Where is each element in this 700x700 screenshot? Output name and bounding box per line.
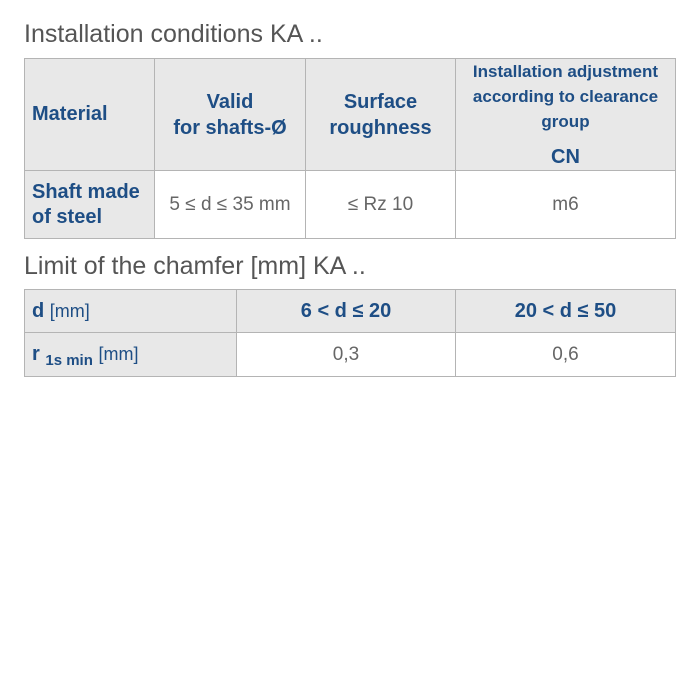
row-material (25, 171, 155, 239)
chamfer-header-row (25, 290, 676, 333)
header-valid-line1: Valid (206, 90, 254, 113)
header-d-label: d (32, 299, 45, 322)
installation-conditions-table (24, 58, 676, 239)
header-installation-adjustment (456, 59, 676, 171)
cell-chamfer-value-1: 0,3 (237, 333, 456, 377)
header-install-line1: Installation adjustment (472, 62, 659, 81)
cell-valid-range: 5 ≤ d ≤ 35 mm (155, 171, 306, 239)
header-surface-line1: Surface (343, 90, 418, 113)
cell-surface-roughness: ≤ Rz 10 (306, 171, 456, 239)
header-range-2: 20 < d ≤ 50 (456, 290, 676, 333)
header-material-label: Material (32, 103, 108, 125)
header-d (25, 290, 237, 333)
row-material-line2: of steel (32, 205, 103, 228)
header-install-group: CN (551, 146, 580, 168)
header-valid-line2: for shafts-Ø (173, 116, 287, 139)
chamfer-limit-table (24, 289, 676, 377)
installation-conditions-heading: Installation conditions KA .. (24, 20, 323, 48)
installation-header-row (25, 59, 676, 171)
header-valid-shafts (155, 59, 306, 171)
header-surface-line2: roughness (329, 116, 432, 139)
row-r-unit: [mm] (98, 344, 139, 364)
header-surface-roughness (306, 59, 456, 171)
row-r-subscript: 1s min (45, 352, 93, 369)
chamfer-limit-heading: Limit of the chamfer [mm] KA .. (24, 252, 366, 280)
row-r-symbol: r (32, 343, 40, 365)
cell-installation-adjustment: m6 (456, 171, 676, 239)
chamfer-value-row (25, 333, 676, 377)
cell-chamfer-value-2: 0,6 (456, 333, 676, 377)
row-r-label (25, 333, 237, 377)
header-material (25, 59, 155, 171)
header-install-line2: according to clearance group (472, 87, 659, 131)
row-material-line1: Shaft made (32, 180, 140, 203)
header-d-unit: [mm] (49, 300, 90, 321)
installation-data-row (25, 171, 676, 239)
header-range-1: 6 < d ≤ 20 (237, 290, 456, 333)
